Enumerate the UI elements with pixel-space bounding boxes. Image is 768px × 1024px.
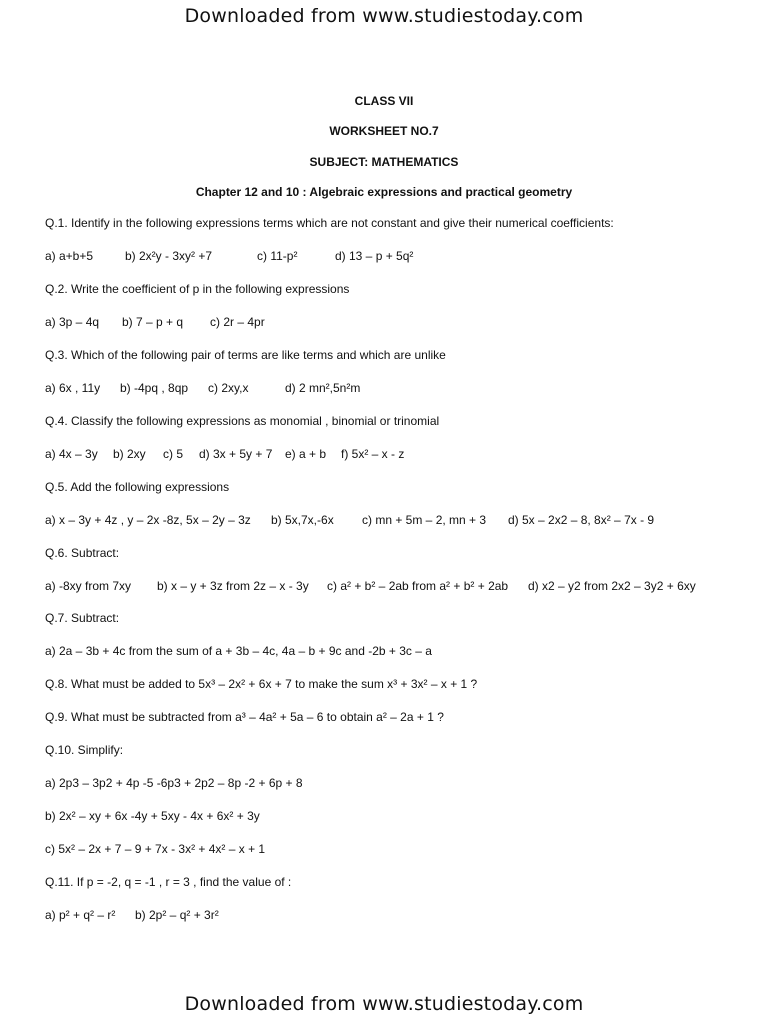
q11-option-b: b) 2p² – q² + 3r² bbox=[135, 908, 219, 922]
q1-option-c: c) 11-p² bbox=[257, 249, 298, 263]
q4-option-c: c) 5 bbox=[163, 447, 184, 461]
q5-option-a: a) x – 3y + 4z , y – 2x -8z, 5x – 2y – 3z bbox=[45, 513, 251, 527]
q1-option-a: a) a+b+5 bbox=[45, 249, 94, 263]
q3-option-d: d) 2 mn²,5n²m bbox=[285, 381, 361, 395]
question-10: Q.10. Simplify: bbox=[45, 743, 124, 757]
q7-option-a: a) 2a – 3b + 4c from the sum of a + 3b – 4c, 4a – b + 9c and -2b + 3c – a bbox=[45, 644, 432, 658]
q4-option-a: a) 4x – 3y bbox=[45, 447, 98, 461]
q5-option-b: b) 5x,7x,-6x bbox=[271, 513, 334, 527]
question-5-options bbox=[45, 513, 745, 529]
q6-option-a: a) -8xy from 7xy bbox=[45, 579, 132, 593]
q3-option-c: c) 2xy,x bbox=[208, 381, 249, 395]
question-1: Q.1. Identify in the following expressions terms which are not constant and give their numerical coefficients: bbox=[45, 216, 614, 230]
q6-option-d: d) x2 – y2 from 2x2 – 3y2 + 6xy bbox=[528, 579, 696, 593]
question-7: Q.7. Subtract: bbox=[45, 611, 120, 625]
question-2-options bbox=[45, 315, 745, 331]
q1-option-d: d) 13 – p + 5q² bbox=[335, 249, 414, 263]
question-11: Q.11. If p = -2, q = -1 , r = 3 , find the value of : bbox=[45, 875, 292, 889]
q6-option-c: c) a² + b² – 2ab from a² + b² + 2ab bbox=[327, 579, 509, 593]
question-11-options bbox=[45, 908, 745, 924]
worksheet-heading: WORKSHEET NO.7 bbox=[329, 124, 439, 138]
question-2: Q.2. Write the coefficient of p in the following expressions bbox=[45, 282, 350, 296]
q3-option-a: a) 6x , 11y bbox=[45, 381, 101, 395]
download-banner-bottom: Downloaded from www.studiestoday.com bbox=[184, 993, 584, 1015]
q4-option-d: d) 3x + 5y + 7 bbox=[199, 447, 273, 461]
question-4: Q.4. Classify the following expressions as monomial , binomial or trinomial bbox=[45, 414, 440, 428]
q4-option-f: f) 5x² – x - z bbox=[341, 447, 405, 461]
q4-option-e: e) a + b bbox=[285, 447, 327, 461]
q2-option-b: b) 7 – p + q bbox=[122, 315, 184, 329]
q5-option-d: d) 5x – 2x2 – 8, 8x² – 7x - 9 bbox=[508, 513, 655, 527]
q4-option-b: b) 2xy bbox=[113, 447, 146, 461]
q10-option-c: c) 5x² – 2x + 7 – 9 + 7x - 3x² + 4x² – x + 1 bbox=[45, 842, 266, 856]
question-3-options bbox=[45, 381, 745, 397]
q2-option-a: a) 3p – 4q bbox=[45, 315, 100, 329]
q6-option-b: b) x – y + 3z from 2z – x - 3y bbox=[157, 579, 309, 593]
class-heading: CLASS VII bbox=[354, 94, 414, 108]
question-1-options bbox=[45, 249, 745, 265]
question-8: Q.8. What must be added to 5x³ – 2x² + 6x + 7 to make the sum x³ + 3x² – x + 1 ? bbox=[45, 677, 478, 691]
question-9: Q.9. What must be subtracted from a³ – 4a² + 5a – 6 to obtain a² – 2a + 1 ? bbox=[45, 710, 444, 724]
download-banner-top: Downloaded from www.studiestoday.com bbox=[184, 5, 584, 27]
question-6-options bbox=[45, 579, 745, 595]
q10-option-b: b) 2x² – xy + 6x -4y + 5xy - 4x + 6x² + 3y bbox=[45, 809, 260, 823]
q2-option-c: c) 2r – 4pr bbox=[210, 315, 265, 329]
q5-option-c: c) mn + 5m – 2, mn + 3 bbox=[362, 513, 487, 527]
question-5: Q.5. Add the following expressions bbox=[45, 480, 230, 494]
question-4-options bbox=[45, 447, 745, 463]
q11-option-a: a) p² + q² – r² bbox=[45, 908, 116, 922]
question-3: Q.3. Which of the following pair of terms are like terms and which are unlike bbox=[45, 348, 446, 362]
q1-option-b: b) 2x²y - 3xy² +7 bbox=[125, 249, 213, 263]
q3-option-b: b) -4pq , 8qp bbox=[120, 381, 189, 395]
subject-heading: SUBJECT: MATHEMATICS bbox=[309, 155, 459, 169]
chapter-heading: Chapter 12 and 10 : Algebraic expressions and practical geometry bbox=[195, 185, 573, 199]
question-6: Q.6. Subtract: bbox=[45, 546, 120, 560]
q10-option-a: a) 2p3 – 3p2 + 4p -5 -6p3 + 2p2 – 8p -2 + 6p + 8 bbox=[45, 776, 303, 790]
